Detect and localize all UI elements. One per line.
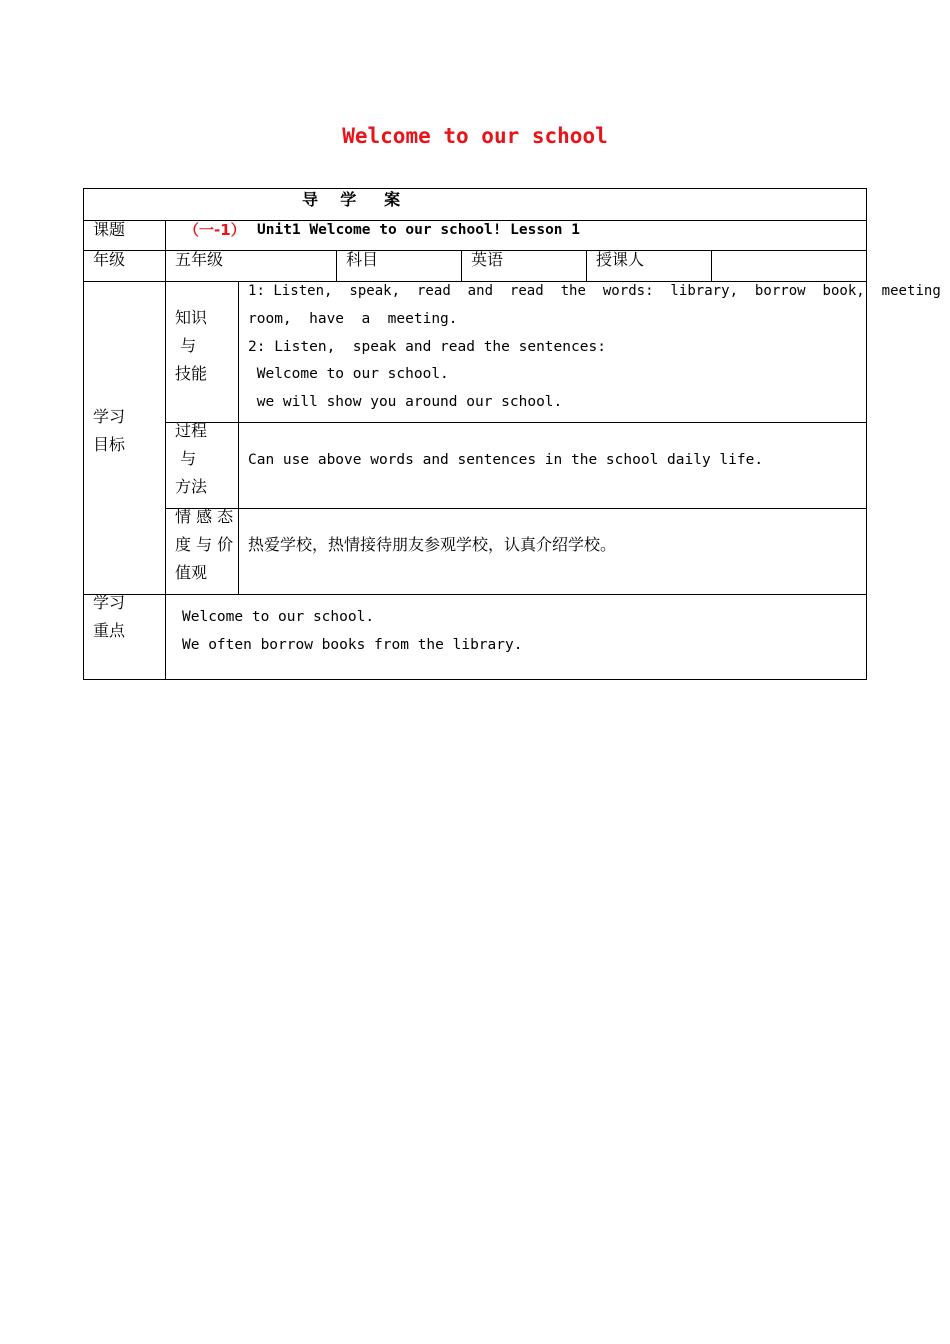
knowledge-line: we will show you around our school. — [248, 394, 563, 410]
knowledge-line: 2: Listen, speak and read the sentences: — [248, 339, 606, 355]
topic-prefix: （一-1） — [184, 221, 246, 239]
focus-line: Welcome to our school. — [182, 609, 375, 625]
table-border-bottom — [83, 679, 867, 680]
focus-label-line: 重点 — [93, 621, 126, 640]
process-text: Can use above words and sentences in the school daily life. — [248, 452, 764, 468]
focus-label-line: 学习 — [93, 593, 126, 612]
subject-value: 英语 — [471, 250, 504, 269]
grade-value: 五年级 — [175, 250, 224, 269]
teacher-label: 授课人 — [596, 250, 645, 269]
table-rule — [83, 594, 867, 595]
table-rule — [711, 250, 712, 281]
document-title: Welcome to our school — [342, 124, 608, 148]
attitude-label-line: 度 与 价 — [175, 535, 234, 554]
table-rule — [165, 422, 867, 423]
grade-label: 年级 — [93, 250, 126, 269]
topic-text: Unit1 Welcome to our school! Lesson 1 — [257, 222, 581, 238]
attitude-text: 热爱学校，热情接待朋友参观学校，认真介绍学校。 — [248, 535, 617, 554]
table-border-top — [83, 188, 867, 189]
knowledge-line: room, have a meeting. — [248, 311, 458, 327]
table-rule — [165, 220, 166, 680]
knowledge-label-line: 技能 — [175, 364, 208, 383]
table-border-left — [83, 188, 84, 680]
process-label-line: 方法 — [175, 477, 208, 496]
table-rule — [586, 250, 587, 281]
knowledge-label-line: 与 — [175, 336, 197, 355]
table-rule — [165, 508, 867, 509]
attitude-label-line: 情 感 态 — [175, 507, 234, 526]
knowledge-label-line: 知识 — [175, 308, 208, 327]
subject-label: 科目 — [346, 250, 379, 269]
goals-label-line: 学习 — [93, 407, 126, 426]
table-border-right — [866, 188, 867, 680]
topic-label: 课题 — [93, 220, 126, 239]
table-rule — [461, 250, 462, 281]
goals-label-line: 目标 — [93, 435, 126, 454]
table-rule — [238, 281, 239, 594]
attitude-label-line: 值观 — [175, 563, 208, 582]
knowledge-line: 1: Listen, speak, read and read the words: library, borrow book, meeting — [248, 283, 941, 299]
focus-line: We often borrow books from the library. — [182, 637, 523, 653]
table-header: 导 学 案 — [302, 190, 401, 209]
knowledge-line: Welcome to our school. — [248, 366, 449, 382]
table-rule — [336, 250, 337, 281]
process-label-line: 过程 — [175, 421, 208, 440]
process-label-line: 与 — [175, 449, 197, 468]
